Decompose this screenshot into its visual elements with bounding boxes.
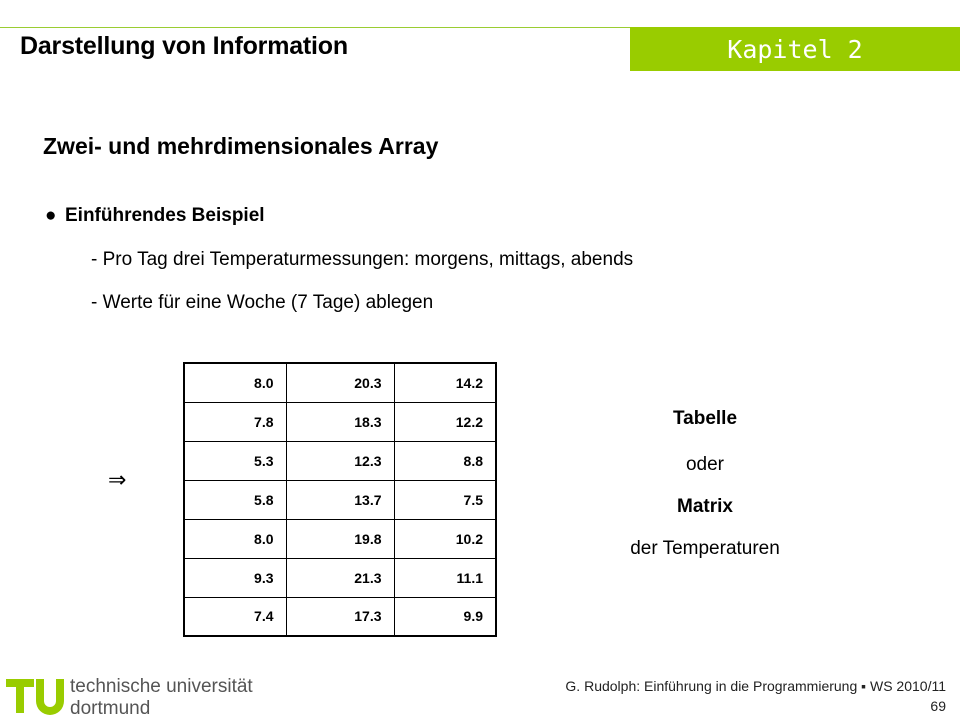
table-row bbox=[184, 519, 496, 558]
table-row bbox=[184, 363, 496, 402]
table-cell: 18.3 bbox=[286, 402, 394, 441]
sub-line-2: - Werte für eine Woche (7 Tage) ablegen bbox=[91, 292, 434, 313]
table-cell: 13.7 bbox=[286, 480, 394, 519]
table-cell: 20.3 bbox=[286, 363, 394, 402]
table-cell: 7.4 bbox=[184, 597, 286, 636]
table-cell: 9.9 bbox=[394, 597, 496, 636]
table-cell: 8.0 bbox=[184, 519, 286, 558]
table-cell: 8.8 bbox=[394, 441, 496, 480]
table-row bbox=[184, 558, 496, 597]
section-title: Zwei- und mehrdimensionales Array bbox=[43, 133, 439, 159]
university-name bbox=[70, 676, 253, 720]
bullet-icon: ● bbox=[45, 205, 57, 226]
table-row bbox=[184, 402, 496, 441]
caption-tabelle: Tabelle bbox=[672, 408, 738, 429]
university-line-2: dortmund bbox=[70, 698, 151, 719]
table-cell: 5.8 bbox=[184, 480, 286, 519]
table-cell: 17.3 bbox=[286, 597, 394, 636]
table-cell: 11.1 bbox=[394, 558, 496, 597]
temperature-table bbox=[183, 362, 497, 637]
tu-logo-icon bbox=[6, 673, 64, 717]
table-cell: 12.3 bbox=[286, 441, 394, 480]
table-cell: 19.8 bbox=[286, 519, 394, 558]
table-cell: 7.8 bbox=[184, 402, 286, 441]
table-cell: 8.0 bbox=[184, 363, 286, 402]
table-cell: 9.3 bbox=[184, 558, 286, 597]
footer-credit bbox=[565, 676, 946, 716]
chapter-label: Kapitel 2 bbox=[630, 27, 960, 71]
slide-title: Darstellung von Information bbox=[20, 32, 348, 60]
caption-matrix: Matrix bbox=[677, 496, 733, 517]
bullet-label: Einführendes Beispiel bbox=[65, 205, 265, 226]
implies-arrow-icon: ⇒ bbox=[108, 468, 127, 493]
caption-temperaturen: der Temperaturen bbox=[630, 538, 780, 559]
bullet-item bbox=[45, 205, 265, 227]
table-row bbox=[184, 480, 496, 519]
caption-oder: oder bbox=[685, 454, 725, 475]
table-cell: 21.3 bbox=[286, 558, 394, 597]
sub-line-1: - Pro Tag drei Temperaturmessungen: morgens, mittags, abends bbox=[91, 249, 634, 270]
table-row bbox=[184, 597, 496, 636]
table-row bbox=[184, 441, 496, 480]
table-cell: 10.2 bbox=[394, 519, 496, 558]
table-cell: 7.5 bbox=[394, 480, 496, 519]
table-cell: 12.2 bbox=[394, 402, 496, 441]
university-line-1: technische universität bbox=[70, 676, 253, 697]
page-number: 69 bbox=[930, 698, 946, 714]
footer-credit-text: G. Rudolph: Einführung in die Programmierung ▪ WS 2010/11 bbox=[565, 678, 946, 694]
table-cell: 5.3 bbox=[184, 441, 286, 480]
table-cell: 14.2 bbox=[394, 363, 496, 402]
